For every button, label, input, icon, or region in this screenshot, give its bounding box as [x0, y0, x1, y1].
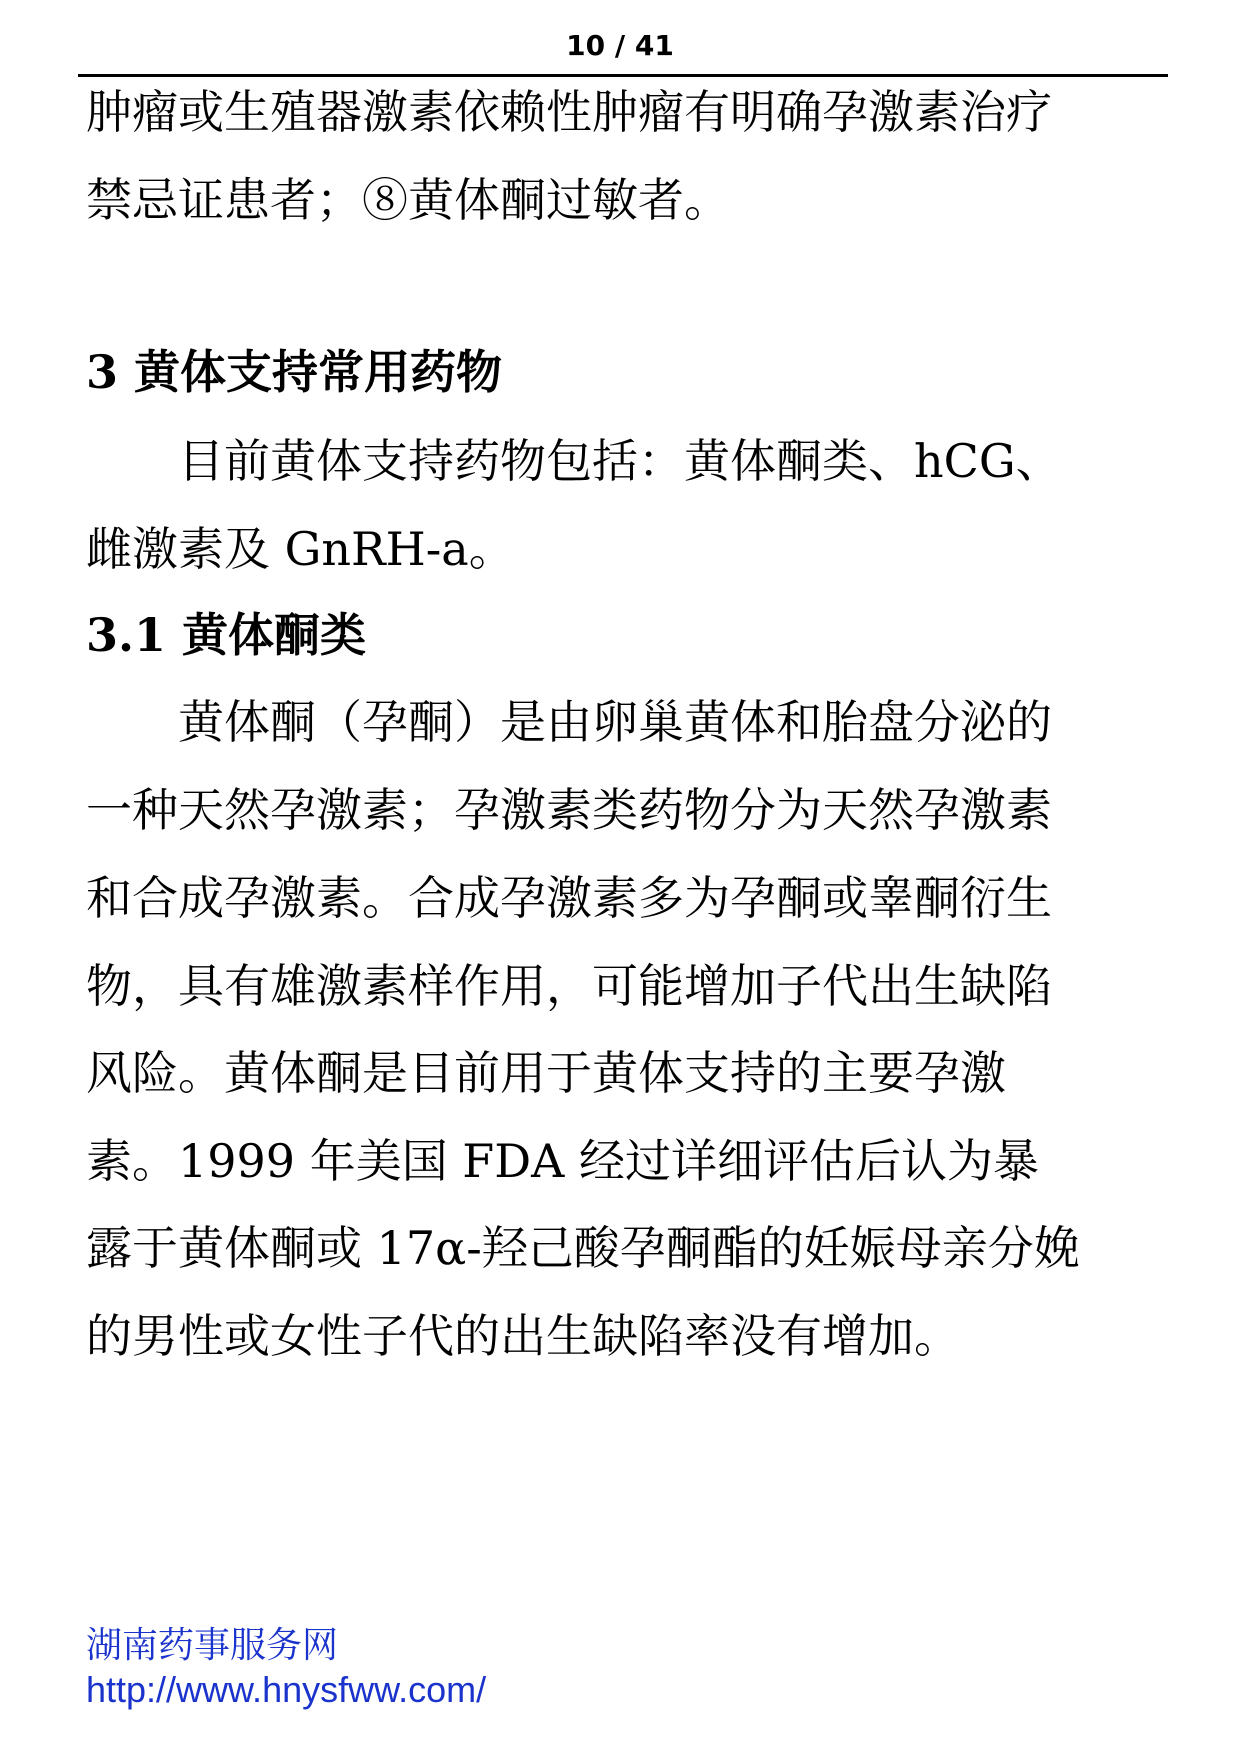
paragraph-line: 风险。黄体酮是目前用于黄体支持的主要孕激	[86, 1046, 1006, 1100]
paragraph-line: 雌激素及 GnRH-a。	[86, 522, 515, 576]
paragraph-line: 肿瘤或生殖器激素依赖性肿瘤有明确孕激素治疗	[86, 85, 1052, 139]
paragraph-line: 黄体酮（孕酮）是由卵巢黄体和胎盘分泌的	[178, 695, 1052, 749]
header-divider	[78, 74, 1168, 77]
paragraph-line: 目前黄体支持药物包括：黄体酮类、hCG、	[178, 434, 1062, 488]
paragraph-line: 和合成孕激素。合成孕激素多为孕酮或睾酮衍生	[86, 871, 1052, 925]
paragraph-line: 物，具有雄激素样作用，可能增加子代出生缺陷	[86, 959, 1052, 1013]
paragraph-line: 素。1999 年美国 FDA 经过详细评估后认为暴	[86, 1134, 1039, 1188]
paragraph-line: 一种天然孕激素；孕激素类药物分为天然孕激素	[86, 783, 1052, 837]
subsection-heading: 3.1 黄体酮类	[86, 608, 367, 662]
page-number: 10 / 41	[566, 29, 674, 62]
paragraph-line: 的男性或女性子代的出生缺陷率没有增加。	[86, 1309, 960, 1363]
section-heading: 3 黄体支持常用药物	[86, 345, 503, 399]
footer-url-link[interactable]: http://www.hnysfww.com/	[86, 1669, 487, 1710]
paragraph-line: 露于黄体酮或 17α-羟己酸孕酮酯的妊娠母亲分娩	[86, 1221, 1080, 1275]
paragraph-line: 禁忌证患者；⑧黄体酮过敏者。	[86, 173, 730, 227]
footer-site-name: 湖南药事服务网	[86, 1625, 339, 1666]
